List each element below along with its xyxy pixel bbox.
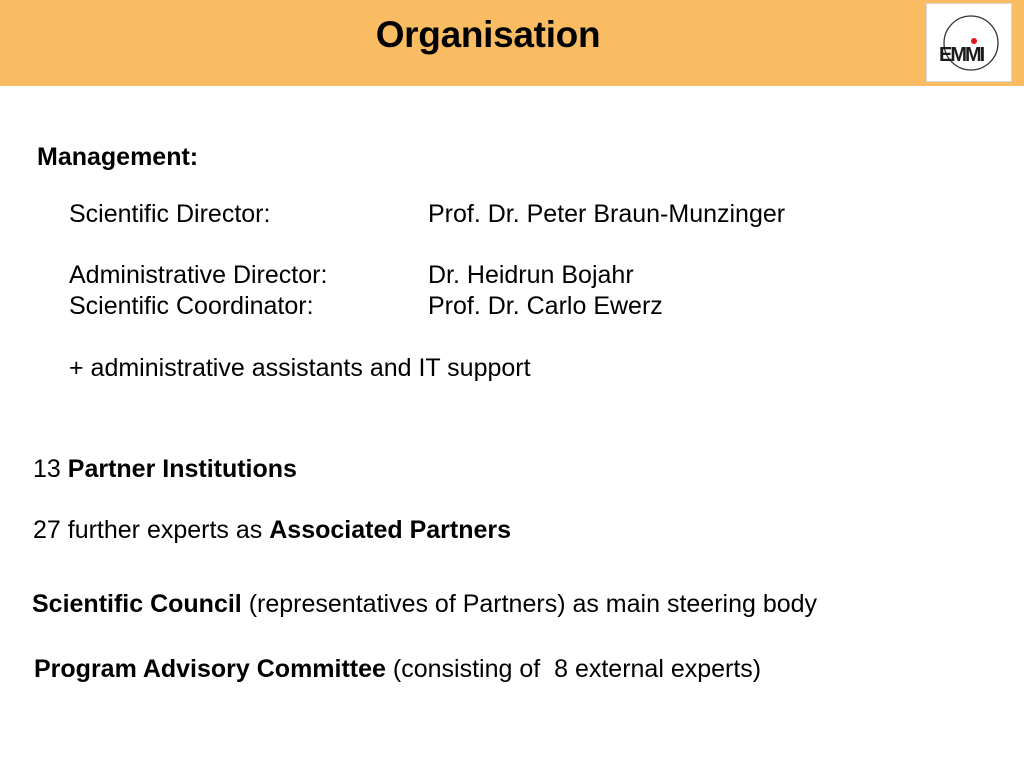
- role-administrative-director: Administrative Director:: [69, 261, 328, 289]
- program-advisory-committee-desc: (consisting of 8 external experts): [392, 655, 762, 683]
- partner-institutions-line: [33, 455, 297, 484]
- role-scientific-director: Scientific Director:: [69, 200, 271, 228]
- title-bar: [0, 0, 1024, 86]
- logo-text: EMMI: [939, 44, 984, 66]
- name-scientific-coordinator: Prof. Dr. Carlo Ewerz: [428, 292, 663, 320]
- name-administrative-director: Dr. Heidrun Bojahr: [428, 261, 634, 289]
- associated-partners-label: Associated Partners: [269, 516, 512, 544]
- role-scientific-coordinator: Scientific Coordinator:: [69, 292, 314, 320]
- scientific-council-label: Scientific Council: [32, 590, 242, 618]
- partner-count: 13: [33, 455, 61, 483]
- emmi-logo-icon: [927, 4, 1013, 83]
- scientific-council-line: [32, 590, 817, 619]
- name-scientific-director: Prof. Dr. Peter Braun-Munzinger: [428, 200, 786, 228]
- partner-institutions-label: Partner Institutions: [67, 455, 297, 483]
- scientific-council-desc: (representatives of Partners) as main steering body: [248, 590, 818, 618]
- program-advisory-committee-label: Program Advisory Committee: [34, 655, 386, 683]
- logo-dot: [971, 38, 977, 44]
- associated-prefix: 27 further experts as: [33, 516, 263, 544]
- associated-partners-line: [33, 516, 511, 545]
- page-title: Organisation: [375, 14, 601, 55]
- program-advisory-committee-line: [34, 655, 761, 684]
- management-heading: Management:: [37, 143, 199, 171]
- support-staff-line: + administrative assistants and IT support: [69, 354, 531, 382]
- emmi-logo: [926, 3, 1012, 82]
